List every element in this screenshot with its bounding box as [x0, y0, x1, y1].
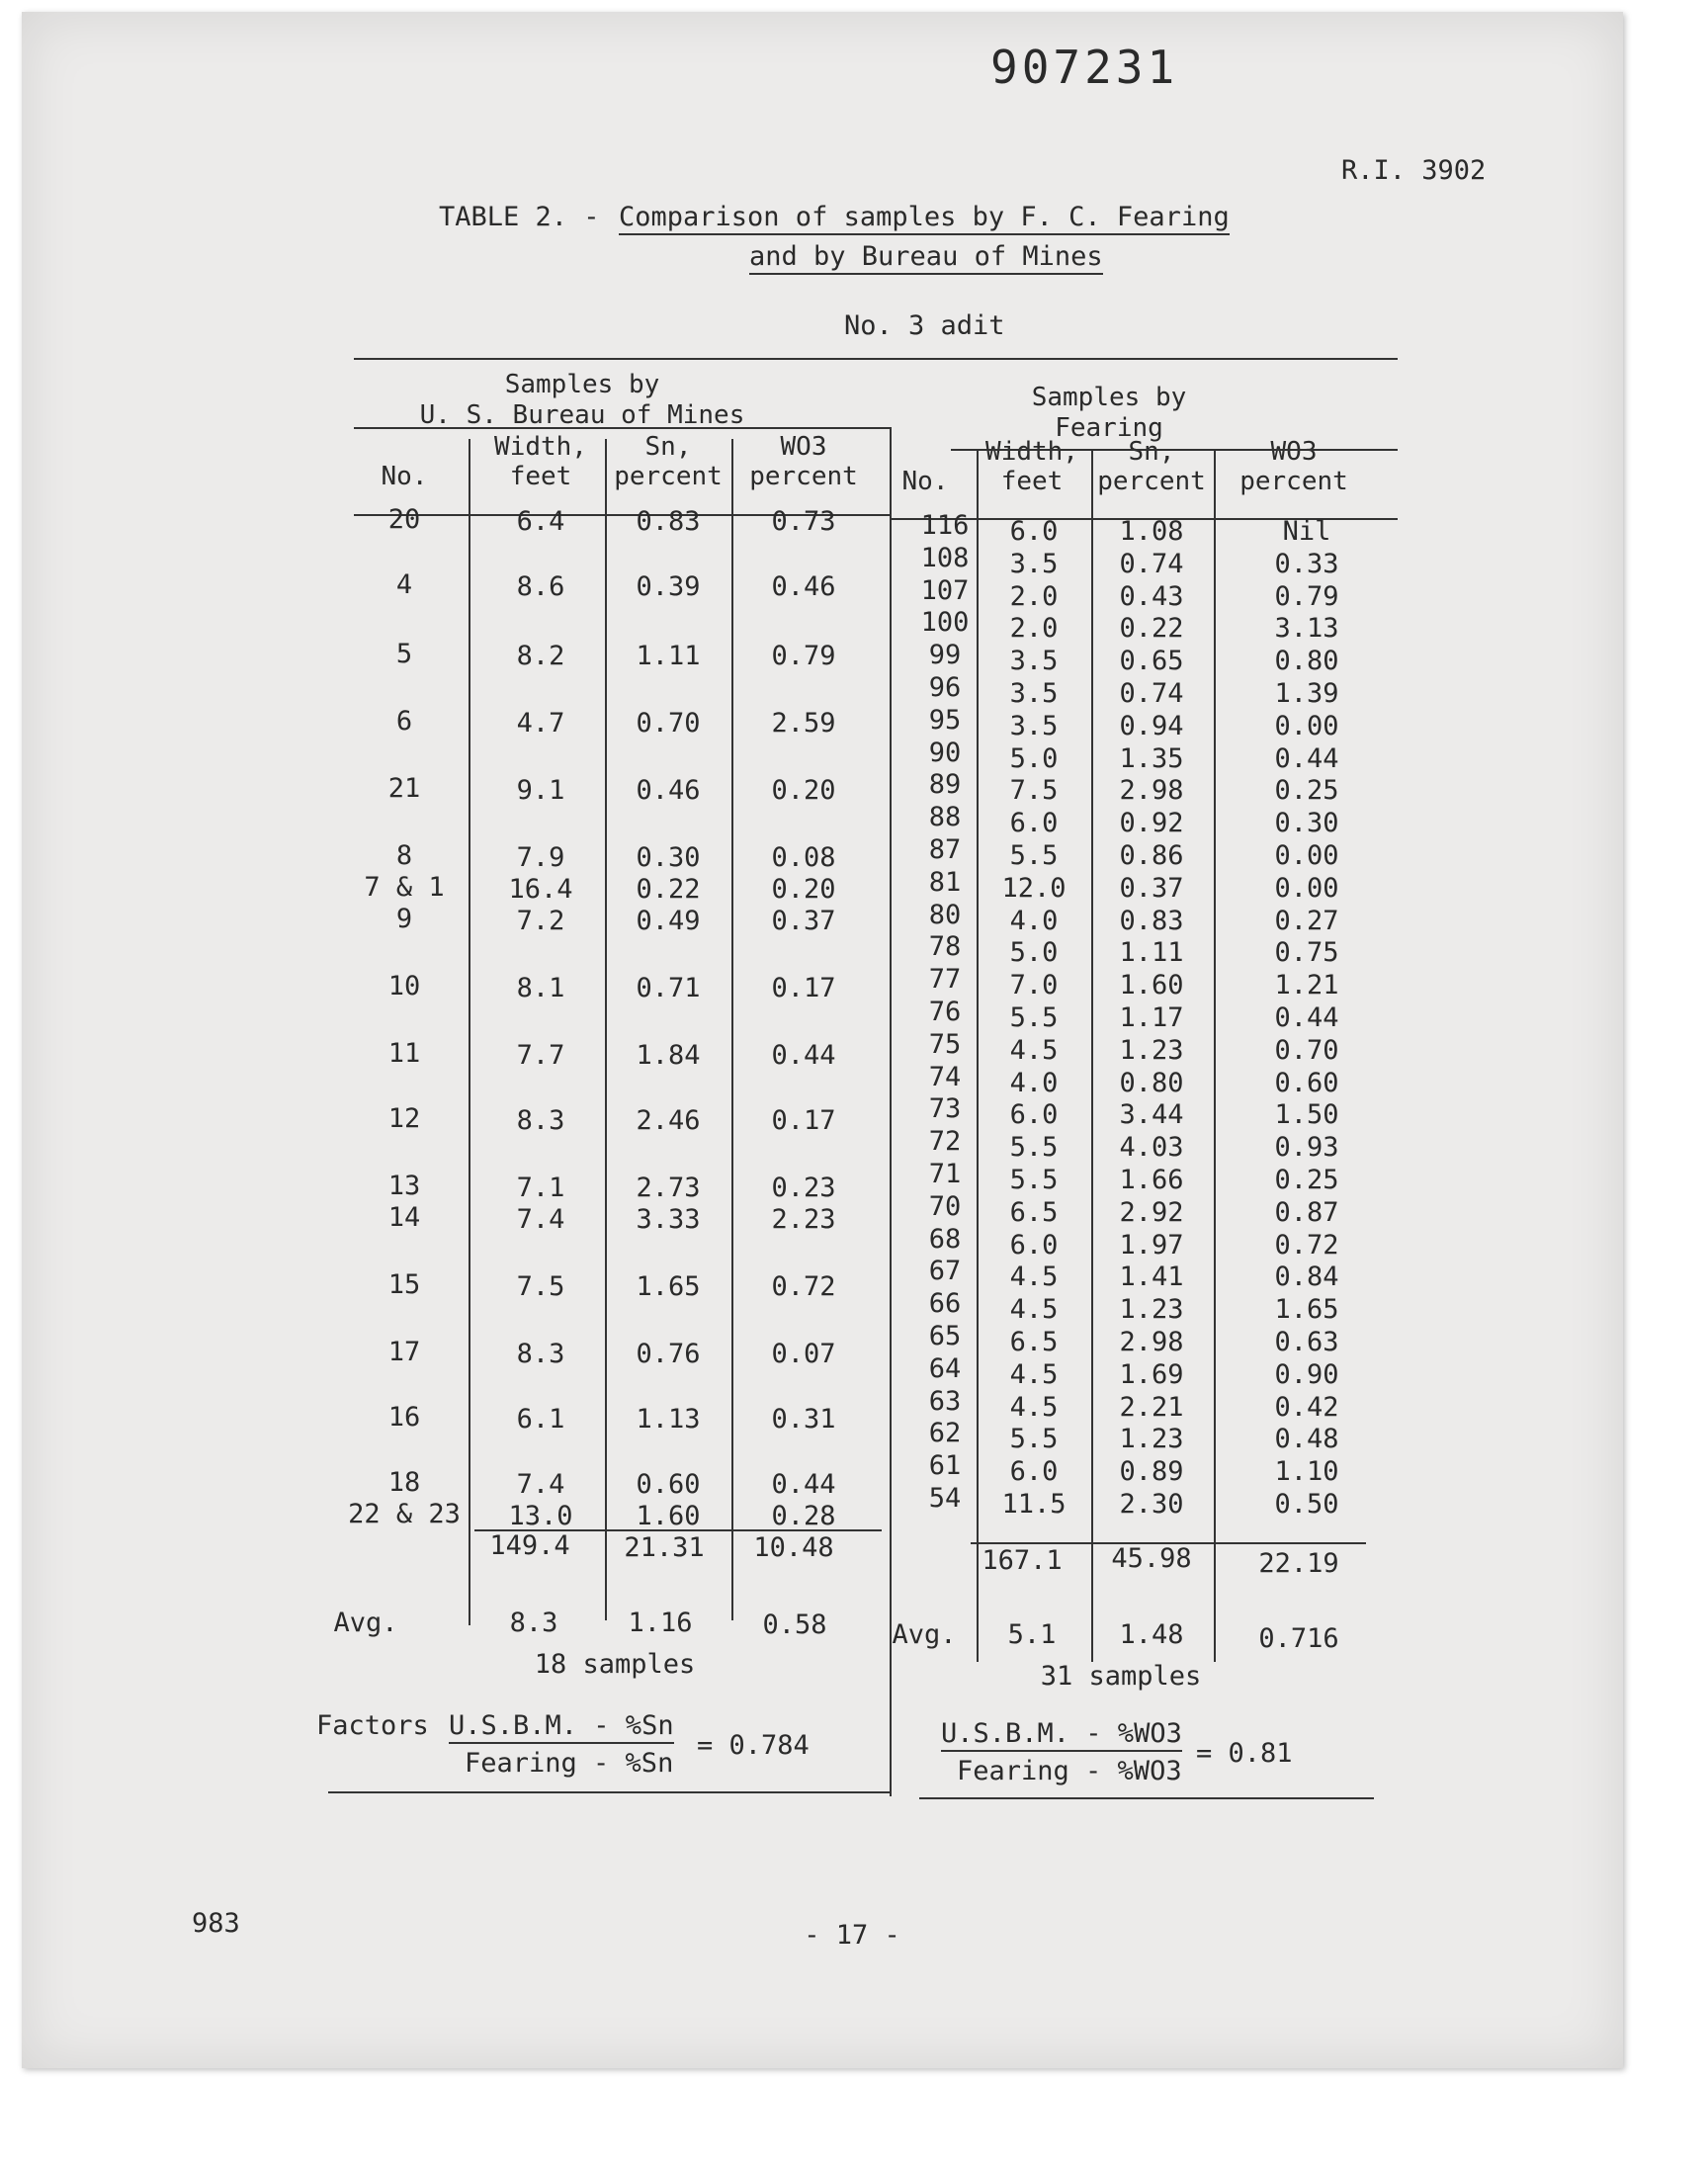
bom-group-header-line2: U. S. Bureau of Mines: [419, 400, 745, 430]
bom-cell-wo3: 0.31: [771, 1404, 836, 1435]
page-number: - 17 -: [804, 1920, 900, 1951]
fearing-cell-no: 108: [920, 543, 970, 573]
bom-cell-wo3: 0.20: [771, 874, 836, 905]
bom-cell-no: 6: [395, 706, 413, 737]
fearing-cell-no: 116: [920, 510, 970, 541]
fearing-cell-width: 5.0: [1009, 937, 1059, 968]
fearing-cell-wo3: 0.44: [1274, 1002, 1339, 1033]
fearing-cell-no: 67: [928, 1256, 962, 1286]
fearing-cell-width: 2.0: [1009, 581, 1059, 612]
fearing-header-no: No.: [901, 467, 949, 496]
bom-total-width: 149.4: [489, 1530, 570, 1561]
bom-cell-wo3: 2.59: [771, 708, 836, 739]
fearing-cell-wo3: 1.50: [1274, 1099, 1339, 1130]
fearing-total-sn: 45.98: [1111, 1543, 1192, 1574]
fearing-cell-width: 6.0: [1009, 516, 1059, 547]
fearing-cell-sn: 0.94: [1119, 711, 1184, 741]
fearing-cell-sn: 2.92: [1119, 1197, 1184, 1228]
bom-cell-width: 8.3: [516, 1339, 565, 1369]
bom-cell-no: 7 & 1: [364, 872, 445, 903]
fearing-avg-width: 5.1: [1007, 1619, 1057, 1650]
bom-header-width-2: feet: [509, 462, 572, 491]
fearing-cell-width: 6.5: [1009, 1327, 1059, 1357]
fearing-cell-no: 107: [920, 575, 970, 606]
bom-cell-no: 22 & 23: [348, 1499, 461, 1529]
fearing-cell-sn: 1.97: [1119, 1230, 1184, 1261]
fearing-cell-no: 75: [928, 1029, 962, 1060]
bom-cell-sn: 0.83: [636, 506, 701, 537]
fearing-cell-no: 65: [928, 1321, 962, 1351]
fearing-cell-sn: 0.92: [1119, 808, 1184, 838]
bom-cell-sn: 2.73: [636, 1173, 701, 1203]
bom-cell-sn: 1.65: [636, 1271, 701, 1302]
fearing-total-width: 167.1: [982, 1545, 1063, 1576]
bom-cell-no: 5: [395, 639, 413, 669]
bom-cell-no: 8: [395, 840, 413, 871]
fearing-cell-sn: 1.08: [1119, 516, 1184, 547]
document-number: 907231: [990, 41, 1179, 94]
fearing-cell-width: 5.5: [1009, 840, 1059, 871]
fearing-cell-wo3: 1.21: [1274, 970, 1339, 1000]
fearing-cell-no: 74: [928, 1062, 962, 1092]
col-rule-bom-width: [605, 439, 607, 1620]
bom-cell-sn: 0.22: [636, 874, 701, 905]
bom-cell-wo3: 0.37: [771, 906, 836, 936]
fearing-cell-width: 5.5: [1009, 1424, 1059, 1454]
fearing-cell-width: 6.0: [1009, 1099, 1059, 1130]
bom-avg-width: 8.3: [509, 1608, 558, 1638]
bom-cell-sn: 0.39: [636, 571, 701, 602]
bom-total-wo3: 10.48: [753, 1532, 834, 1563]
fearing-cell-no: 66: [928, 1288, 962, 1319]
fearing-cell-no: 96: [928, 672, 962, 703]
col-rule-bom-sn: [731, 439, 733, 1620]
bom-cell-no: 20: [387, 504, 421, 535]
fearing-avg-label: Avg.: [892, 1619, 957, 1650]
fearing-cell-sn: 0.80: [1119, 1068, 1184, 1098]
fearing-cell-wo3: 0.50: [1274, 1489, 1339, 1520]
bom-cell-no: 12: [387, 1103, 421, 1134]
fearing-cell-wo3: 0.00: [1274, 873, 1339, 904]
fearing-header-wo3-1: WO3: [1270, 437, 1318, 467]
table-subtitle: No. 3 adit: [844, 310, 1005, 341]
bom-cell-sn: 3.33: [636, 1204, 701, 1235]
bom-cell-no: 15: [387, 1269, 421, 1300]
fearing-cell-sn: 2.30: [1119, 1489, 1184, 1520]
fearing-avg-wo3: 0.716: [1258, 1623, 1339, 1654]
factors-label: Factors: [316, 1710, 429, 1741]
fearing-header-sn-1: Sn,: [1128, 437, 1175, 467]
fearing-avg-sn: 1.48: [1119, 1619, 1184, 1650]
table-title-line2: and by Bureau of Mines: [749, 241, 1103, 275]
fearing-cell-sn: 1.69: [1119, 1359, 1184, 1390]
fearing-cell-wo3: 0.79: [1274, 581, 1339, 612]
bom-cell-sn: 0.49: [636, 906, 701, 936]
bom-cell-sn: 0.76: [636, 1339, 701, 1369]
fearing-cell-wo3: 0.00: [1274, 840, 1339, 871]
factor-sn-value: = 0.784: [697, 1730, 810, 1761]
bom-cell-sn: 0.46: [636, 775, 701, 806]
bom-sample-count: 18 samples: [534, 1649, 696, 1680]
bom-cell-width: 8.2: [516, 641, 565, 671]
fearing-cell-wo3: 0.84: [1274, 1262, 1339, 1292]
col-rule-fearing-sn: [1214, 451, 1216, 1662]
bom-header-wo3-2: percent: [749, 462, 858, 491]
fearing-cell-width: 3.5: [1009, 678, 1059, 709]
bom-cell-width: 7.7: [516, 1040, 565, 1071]
fearing-cell-width: 4.5: [1009, 1392, 1059, 1423]
factors-rule-1: [328, 1791, 890, 1793]
bom-header-no: No.: [381, 462, 428, 491]
fearing-cell-wo3: 0.75: [1274, 937, 1339, 968]
bom-cell-width: 13.0: [508, 1501, 573, 1531]
fearing-group-header-line2: Fearing: [1055, 413, 1163, 443]
fearing-cell-sn: 1.23: [1119, 1424, 1184, 1454]
fearing-cell-wo3: 0.87: [1274, 1197, 1339, 1228]
fearing-cell-no: 80: [928, 900, 962, 930]
factor-sn-numerator: U.S.B.M. - %Sn: [449, 1710, 674, 1744]
fearing-cell-sn: 0.43: [1119, 581, 1184, 612]
bom-cell-width: 7.2: [516, 906, 565, 936]
bom-cell-width: 7.9: [516, 842, 565, 873]
fearing-cell-sn: 2.98: [1119, 775, 1184, 806]
fearing-cell-wo3: 0.27: [1274, 906, 1339, 936]
factor-wo3-value: = 0.81: [1196, 1738, 1293, 1769]
fearing-cell-sn: 1.66: [1119, 1165, 1184, 1195]
bom-avg-label: Avg.: [333, 1608, 398, 1638]
factor-wo3-numerator: U.S.B.M. - %WO3: [941, 1718, 1182, 1752]
bom-cell-sn: 0.70: [636, 708, 701, 739]
fearing-total-rule: [971, 1542, 1366, 1544]
fearing-cell-wo3: 0.30: [1274, 808, 1339, 838]
bom-cell-no: 18: [387, 1467, 421, 1498]
bom-cell-wo3: 0.17: [771, 973, 836, 1003]
fearing-cell-wo3: 0.48: [1274, 1424, 1339, 1454]
bom-cell-width: 8.3: [516, 1105, 565, 1136]
fearing-cell-width: 3.5: [1009, 711, 1059, 741]
fearing-cell-wo3: 0.93: [1274, 1132, 1339, 1163]
bom-cell-sn: 0.60: [636, 1469, 701, 1500]
bom-cell-sn: 1.60: [636, 1501, 701, 1531]
fearing-cell-no: 68: [928, 1224, 962, 1255]
fearing-cell-wo3: 1.65: [1274, 1294, 1339, 1325]
bom-cell-wo3: 0.44: [771, 1040, 836, 1071]
fearing-cell-width: 11.5: [1001, 1489, 1067, 1520]
fearing-cell-sn: 0.89: [1119, 1456, 1184, 1487]
bom-cell-sn: 1.84: [636, 1040, 701, 1071]
fearing-cell-no: 54: [928, 1483, 962, 1514]
fearing-cell-sn: 1.41: [1119, 1262, 1184, 1292]
bom-cell-no: 9: [395, 904, 413, 934]
fearing-cell-width: 4.0: [1009, 1068, 1059, 1098]
fearing-cell-wo3: 0.90: [1274, 1359, 1339, 1390]
table-label: TABLE 2. -: [439, 202, 600, 232]
bom-cell-wo3: 0.72: [771, 1271, 836, 1302]
fearing-cell-no: 64: [928, 1353, 962, 1384]
bom-cell-width: 7.4: [516, 1469, 565, 1500]
fearing-cell-wo3: Nil: [1282, 516, 1331, 547]
bom-cell-width: 6.1: [516, 1404, 565, 1435]
fearing-cell-wo3: 1.10: [1274, 1456, 1339, 1487]
fearing-cell-no: 63: [928, 1386, 962, 1417]
bom-cell-wo3: 0.20: [771, 775, 836, 806]
bom-cell-sn: 2.46: [636, 1105, 701, 1136]
fearing-cell-width: 12.0: [1001, 873, 1067, 904]
fearing-cell-width: 5.5: [1009, 1132, 1059, 1163]
fearing-cell-sn: 1.60: [1119, 970, 1184, 1000]
fearing-group-rule: [951, 449, 1398, 451]
fearing-cell-no: 72: [928, 1126, 962, 1157]
fearing-cell-width: 4.5: [1009, 1359, 1059, 1390]
fearing-cell-no: 100: [920, 607, 970, 638]
fearing-cell-no: 99: [928, 640, 962, 670]
bom-cell-wo3: 0.17: [771, 1105, 836, 1136]
fearing-cell-no: 71: [928, 1159, 962, 1189]
bom-cell-no: 21: [387, 773, 421, 804]
fearing-cell-wo3: 0.44: [1274, 743, 1339, 774]
fearing-cell-sn: 0.65: [1119, 646, 1184, 676]
fearing-cell-no: 95: [928, 705, 962, 736]
fearing-cell-no: 89: [928, 769, 962, 800]
footer-left-number: 983: [192, 1908, 240, 1939]
fearing-cell-wo3: 0.70: [1274, 1035, 1339, 1066]
bom-cell-width: 8.6: [516, 571, 565, 602]
bom-cell-width: 8.1: [516, 973, 565, 1003]
factors-rule-2: [919, 1797, 1374, 1799]
bom-cell-no: 10: [387, 971, 421, 1001]
document-page: [22, 12, 1623, 2068]
fearing-header-width-1: Width,: [985, 437, 1078, 467]
fearing-cell-wo3: 0.33: [1274, 549, 1339, 579]
fearing-cell-no: 78: [928, 931, 962, 962]
fearing-cell-sn: 0.74: [1119, 549, 1184, 579]
bom-header-width-1: Width,: [494, 432, 587, 462]
fearing-cell-width: 5.5: [1009, 1165, 1059, 1195]
fearing-cell-wo3: 0.60: [1274, 1068, 1339, 1098]
fearing-cell-width: 2.0: [1009, 613, 1059, 644]
fearing-cell-wo3: 0.42: [1274, 1392, 1339, 1423]
fearing-cell-sn: 1.23: [1119, 1035, 1184, 1066]
bom-header-wo3-1: WO3: [780, 432, 827, 462]
col-rule-bom-no: [469, 439, 470, 1625]
fearing-cell-no: 77: [928, 964, 962, 995]
bom-cell-no: 14: [387, 1202, 421, 1233]
bom-cell-sn: 1.11: [636, 641, 701, 671]
fearing-cell-wo3: 0.25: [1274, 1165, 1339, 1195]
fearing-cell-no: 76: [928, 997, 962, 1027]
fearing-cell-no: 81: [928, 867, 962, 898]
fearing-cell-sn: 0.74: [1119, 678, 1184, 709]
bom-cell-no: 4: [395, 569, 413, 600]
bom-cell-wo3: 0.79: [771, 641, 836, 671]
bom-cell-wo3: 2.23: [771, 1204, 836, 1235]
fearing-cell-no: 61: [928, 1450, 962, 1481]
bom-cell-sn: 0.71: [636, 973, 701, 1003]
fearing-header-width-2: feet: [1000, 467, 1064, 496]
fearing-cell-wo3: 3.13: [1274, 613, 1339, 644]
bom-cell-no: 11: [387, 1038, 421, 1069]
fearing-cell-width: 4.5: [1009, 1035, 1059, 1066]
bom-total-sn: 21.31: [624, 1532, 705, 1563]
bom-group-header-line1: Samples by: [504, 370, 660, 399]
fearing-cell-no: 90: [928, 738, 962, 768]
fearing-cell-sn: 1.23: [1119, 1294, 1184, 1325]
fearing-cell-no: 73: [928, 1093, 962, 1124]
bom-cell-width: 6.4: [516, 506, 565, 537]
bom-cell-width: 7.4: [516, 1204, 565, 1235]
fearing-cell-wo3: 0.00: [1274, 711, 1339, 741]
bom-cell-wo3: 0.46: [771, 571, 836, 602]
bom-cell-wo3: 0.28: [771, 1501, 836, 1531]
col-rule-fearing-no: [977, 451, 979, 1662]
fearing-group-header-line1: Samples by: [1031, 383, 1187, 412]
bom-cell-no: 13: [387, 1171, 421, 1201]
bom-cell-width: 16.4: [508, 874, 573, 905]
fearing-cell-sn: 3.44: [1119, 1099, 1184, 1130]
bom-cell-sn: 0.30: [636, 842, 701, 873]
fearing-cell-width: 7.5: [1009, 775, 1059, 806]
fearing-cell-wo3: 1.39: [1274, 678, 1339, 709]
fearing-cell-sn: 1.35: [1119, 743, 1184, 774]
bom-cell-wo3: 0.73: [771, 506, 836, 537]
factor-wo3-denominator: Fearing - %WO3: [957, 1756, 1182, 1786]
col-rule-center: [890, 427, 892, 1796]
col-rule-fearing-width: [1091, 451, 1093, 1662]
bom-avg-sn: 1.16: [628, 1608, 693, 1638]
bom-avg-wo3: 0.58: [762, 1610, 827, 1640]
fearing-cell-width: 6.0: [1009, 1230, 1059, 1261]
fearing-cell-width: 6.0: [1009, 808, 1059, 838]
fearing-cell-width: 4.5: [1009, 1294, 1059, 1325]
bom-header-sn-1: Sn,: [644, 432, 692, 462]
fearing-cell-width: 6.5: [1009, 1197, 1059, 1228]
bom-cell-width: 4.7: [516, 708, 565, 739]
bom-cell-width: 9.1: [516, 775, 565, 806]
fearing-cell-sn: 0.37: [1119, 873, 1184, 904]
bom-header-sn-2: percent: [614, 462, 723, 491]
fearing-cell-wo3: 0.25: [1274, 775, 1339, 806]
fearing-cell-width: 7.0: [1009, 970, 1059, 1000]
fearing-cell-width: 3.5: [1009, 549, 1059, 579]
bom-cell-sn: 1.13: [636, 1404, 701, 1435]
fearing-cell-width: 4.0: [1009, 906, 1059, 936]
fearing-cell-sn: 0.86: [1119, 840, 1184, 871]
bom-cell-width: 7.1: [516, 1173, 565, 1203]
bom-cell-wo3: 0.44: [771, 1469, 836, 1500]
bom-cell-wo3: 0.07: [771, 1339, 836, 1369]
fearing-cell-no: 88: [928, 802, 962, 832]
bom-cell-no: 17: [387, 1337, 421, 1367]
bom-cell-wo3: 0.08: [771, 842, 836, 873]
bom-cell-no: 16: [387, 1402, 421, 1433]
bom-cell-width: 7.5: [516, 1271, 565, 1302]
fearing-cell-sn: 2.98: [1119, 1327, 1184, 1357]
fearing-cell-wo3: 0.80: [1274, 646, 1339, 676]
table-title-line1: Comparison of samples by F. C. Fearing: [619, 202, 1230, 235]
fearing-cell-sn: 2.21: [1119, 1392, 1184, 1423]
fearing-header-wo3-2: percent: [1239, 467, 1348, 496]
fearing-sample-count: 31 samples: [1040, 1661, 1202, 1692]
fearing-cell-width: 5.0: [1009, 743, 1059, 774]
fearing-cell-no: 62: [928, 1418, 962, 1448]
fearing-cell-no: 70: [928, 1191, 962, 1222]
factor-sn-denominator: Fearing - %Sn: [465, 1748, 674, 1779]
fearing-cell-no: 87: [928, 834, 962, 865]
fearing-cell-width: 6.0: [1009, 1456, 1059, 1487]
fearing-cell-sn: 0.83: [1119, 906, 1184, 936]
bom-cell-wo3: 0.23: [771, 1173, 836, 1203]
fearing-cell-sn: 4.03: [1119, 1132, 1184, 1163]
report-id: R.I. 3902: [1341, 155, 1487, 186]
fearing-total-wo3: 22.19: [1258, 1548, 1339, 1579]
fearing-header-sn-2: percent: [1097, 467, 1206, 496]
fearing-cell-sn: 1.17: [1119, 1002, 1184, 1033]
bom-group-rule: [354, 427, 890, 429]
fearing-cell-width: 3.5: [1009, 646, 1059, 676]
fearing-cell-width: 5.5: [1009, 1002, 1059, 1033]
table-top-rule: [354, 358, 1398, 360]
fearing-cell-sn: 1.11: [1119, 937, 1184, 968]
fearing-cell-width: 4.5: [1009, 1262, 1059, 1292]
fearing-cell-wo3: 0.72: [1274, 1230, 1339, 1261]
fearing-cell-sn: 0.22: [1119, 613, 1184, 644]
fearing-cell-wo3: 0.63: [1274, 1327, 1339, 1357]
